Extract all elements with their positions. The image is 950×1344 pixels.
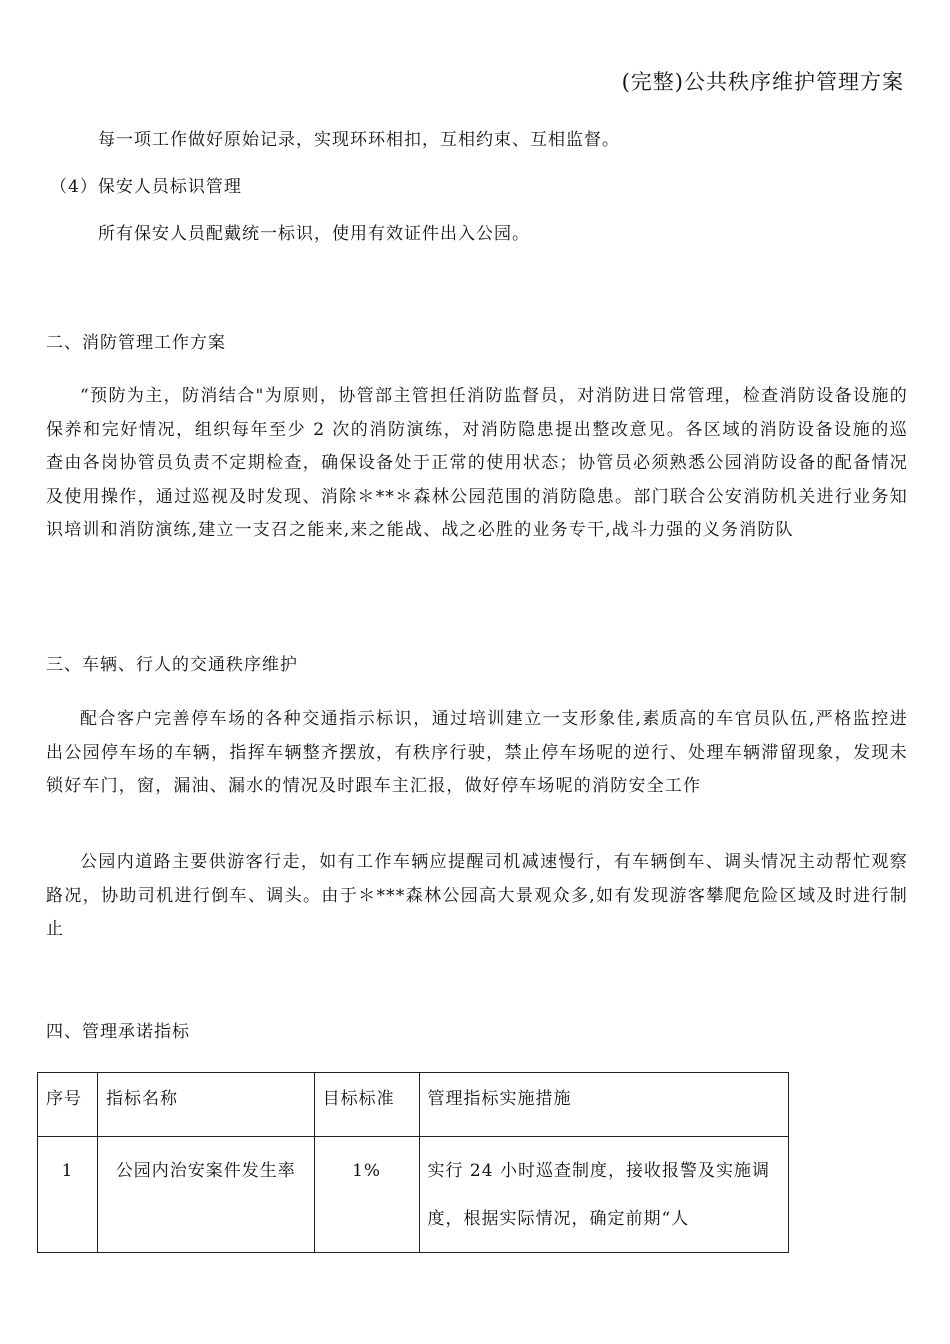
document-header-title: (完整)公共秩序维护管理方案 <box>621 70 904 94</box>
cell-measures: 实行 24 小时巡查制度，接收报警及实施调度，根据实际情况，确定前期“人 <box>419 1137 788 1253</box>
section3-heading: 三、车辆、行人的交通秩序维护 <box>46 655 298 675</box>
intro-line: 每一项工作做好原始记录，实现环环相扣，互相约束、互相监督。 <box>98 130 620 150</box>
metrics-table <box>37 1072 789 1253</box>
section4-heading: 四、管理承诺指标 <box>46 1022 190 1042</box>
section3-paragraph-1: 配合客户完善停车场的各种交通指示标识，通过培训建立一支形象佳,素质高的车官员队伍,严格监控进出公园停车场的车辆，指挥车辆整齐摆放，有秩序行驶，禁止停车场呢的逆行、处理车辆滞留现象，发现未锁好车门，窗，漏油、漏水的情况及时跟车主汇报，做好停车场呢的消防安全工作 <box>46 709 908 796</box>
header-cell-name: 指标名称 <box>97 1073 314 1137</box>
header-cell-no: 序号 <box>38 1073 98 1137</box>
header-cell-target: 目标标准 <box>314 1073 419 1137</box>
cell-name: 公园内治安案件发生率 <box>97 1137 314 1253</box>
cell-no: 1 <box>38 1137 98 1253</box>
section3-paragraph-2: 公园内道路主要供游客行走，如有工作车辆应提醒司机减速慢行，有车辆倒车、调头情况主动帮忙观察路况，协助司机进行倒车、调头。由于＊***森林公园高大景观众多,如有发现游客攀爬危险区域及时进行制止 <box>46 852 908 939</box>
item4-text: 所有保安人员配戴统一标识，使用有效证件出入公园。 <box>98 224 530 244</box>
table-row <box>38 1137 789 1253</box>
cell-target: 1% <box>314 1137 419 1253</box>
section2-heading: 二、消防管理工作方案 <box>46 333 226 353</box>
header-cell-measures: 管理指标实施措施 <box>419 1073 788 1137</box>
item4-heading: （4）保安人员标识管理 <box>50 177 242 197</box>
table-header-row <box>38 1073 789 1137</box>
section2-paragraph: “预防为主，防消结合"为原则，协管部主管担任消防监督员，对消防进日常管理，检查消防设备设施的保养和完好情况，组织每年至少 2 次的消防演练，对消防隐患提出整改意见。各区域的消防设备设施的巡查由各岗协管员负责不定期检查，确保设备处于正常的使用状态；协管员必须熟悉公园消防设备的配备情况及使用操作，通过巡视及时发现、消除＊**＊森林公园范围的消防隐患。部门联合公安消防机关进行业务知识培训和消防演练,建立一支召之能来,来之能战、战之必胜的业务专干,战斗力强的义务消防队 <box>46 386 908 540</box>
